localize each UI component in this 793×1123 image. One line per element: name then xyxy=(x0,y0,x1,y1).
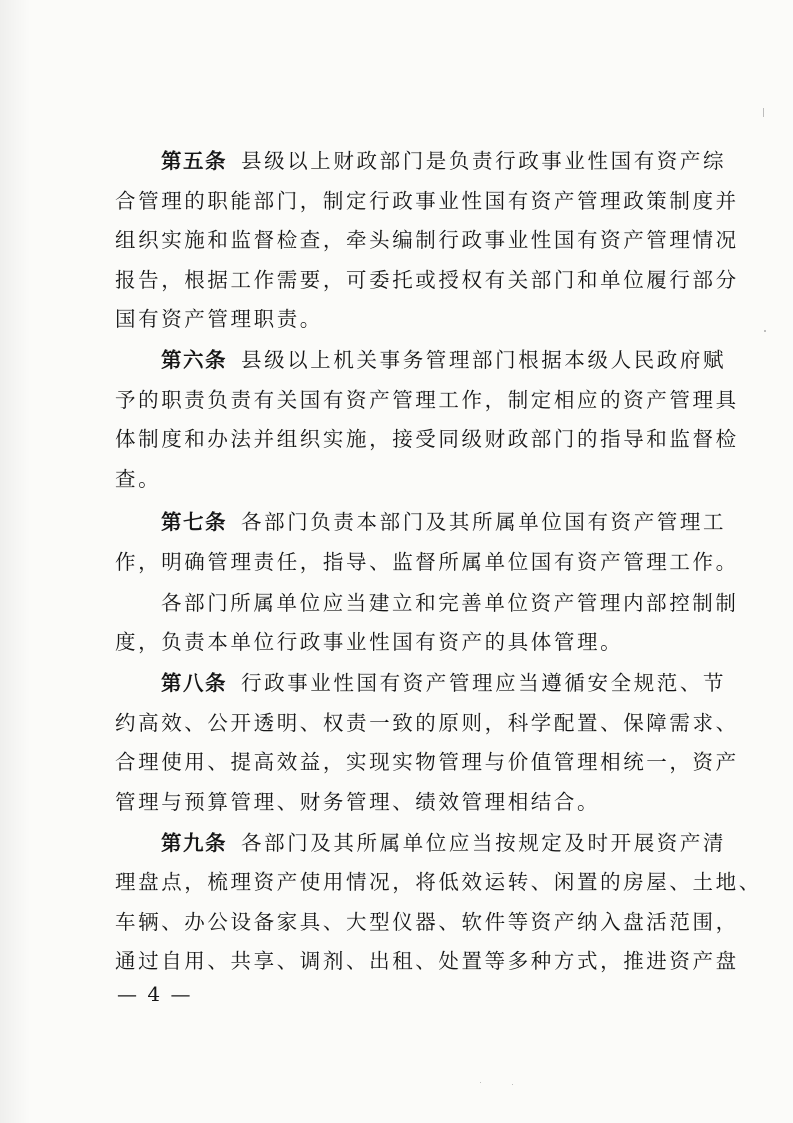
paragraph-line: 体制度和办法并组织实施，接受同级财政部门的指导和监督检 xyxy=(115,427,739,451)
paragraph-line: 作，明确管理责任，指导、监督所属单位国有资产管理工作。 xyxy=(115,549,739,574)
article-6 xyxy=(115,341,739,499)
paragraph-line: 理盘点，梳理资产使用情况，将低效运转、闲置的房屋、土地、 xyxy=(115,870,762,894)
scan-mark xyxy=(764,330,766,332)
article-label: 第六条 xyxy=(161,348,227,372)
document-body xyxy=(115,142,762,983)
paragraph-line: 组织实施和监督检查，牵头编制行政事业性国有资产管理情况 xyxy=(115,228,739,252)
paragraph-line: 各部门所属单位应当建立和完善单位资产管理内部控制制 xyxy=(161,590,739,615)
paragraph-line: 报告，根据工作需要，可委托或授权有关部门和单位履行部分 xyxy=(115,267,739,292)
scan-mark xyxy=(512,1084,513,1085)
article-9 xyxy=(115,824,762,982)
paragraph-line: 第六条 县级以上机关事务管理部门根据本级人民政府赋 xyxy=(161,348,727,372)
scan-mark xyxy=(763,108,764,117)
paragraph-line: 合管理的职能部门，制定行政事业性国有资产管理政策制度并 xyxy=(115,188,739,213)
paragraph-line: 国有资产管理职责。 xyxy=(115,307,323,331)
paragraph-line: 第五条 县级以上财政部门是负责行政事业性国有资产综 xyxy=(161,149,727,173)
paragraph-line: 第八条 行政事业性国有资产管理应当遵循安全规范、节 xyxy=(161,671,727,695)
article-8 xyxy=(115,664,739,822)
paragraph-line: 查。 xyxy=(115,466,162,491)
paragraph-line: 予的职责负责有关国有资产管理工作，制定相应的资产管理具 xyxy=(115,387,739,412)
page-number: — 4 — xyxy=(117,982,193,1006)
paragraph-line: 合理使用、提高效益，实现实物管理与价值管理相统一，资产 xyxy=(115,750,739,774)
article-label: 第七条 xyxy=(161,510,227,534)
paragraph-line: 约高效、公开透明、权责一致的原则，科学配置、保障需求、 xyxy=(115,710,739,735)
paragraph-line: 通过自用、共享、调剂、出租、处置等多种方式，推进资产盘 xyxy=(115,949,739,973)
article-7 xyxy=(115,503,739,582)
article-label: 第八条 xyxy=(161,671,227,695)
paragraph-line: 度，负责本单位行政事业性国有资产的具体管理。 xyxy=(115,630,624,654)
scan-mark xyxy=(480,1082,481,1083)
article-label: 第五条 xyxy=(161,149,227,173)
scan-edge-shadow xyxy=(0,0,30,1123)
paragraph-line: 管理与预算管理、财务管理、绩效管理相结合。 xyxy=(115,789,601,814)
paragraph-line: 第九条 各部门及其所属单位应当按规定及时开展资产清 xyxy=(161,830,727,855)
paragraph-line: 车辆、办公设备家具、大型仪器、软件等资产纳入盘活范围， xyxy=(115,909,739,934)
article-5 xyxy=(115,142,739,340)
paragraph-line: 第七条 各部门负责本部门及其所属单位国有资产管理工 xyxy=(161,510,727,534)
article-7-paragraph-2 xyxy=(115,584,739,663)
article-label: 第九条 xyxy=(161,830,227,855)
